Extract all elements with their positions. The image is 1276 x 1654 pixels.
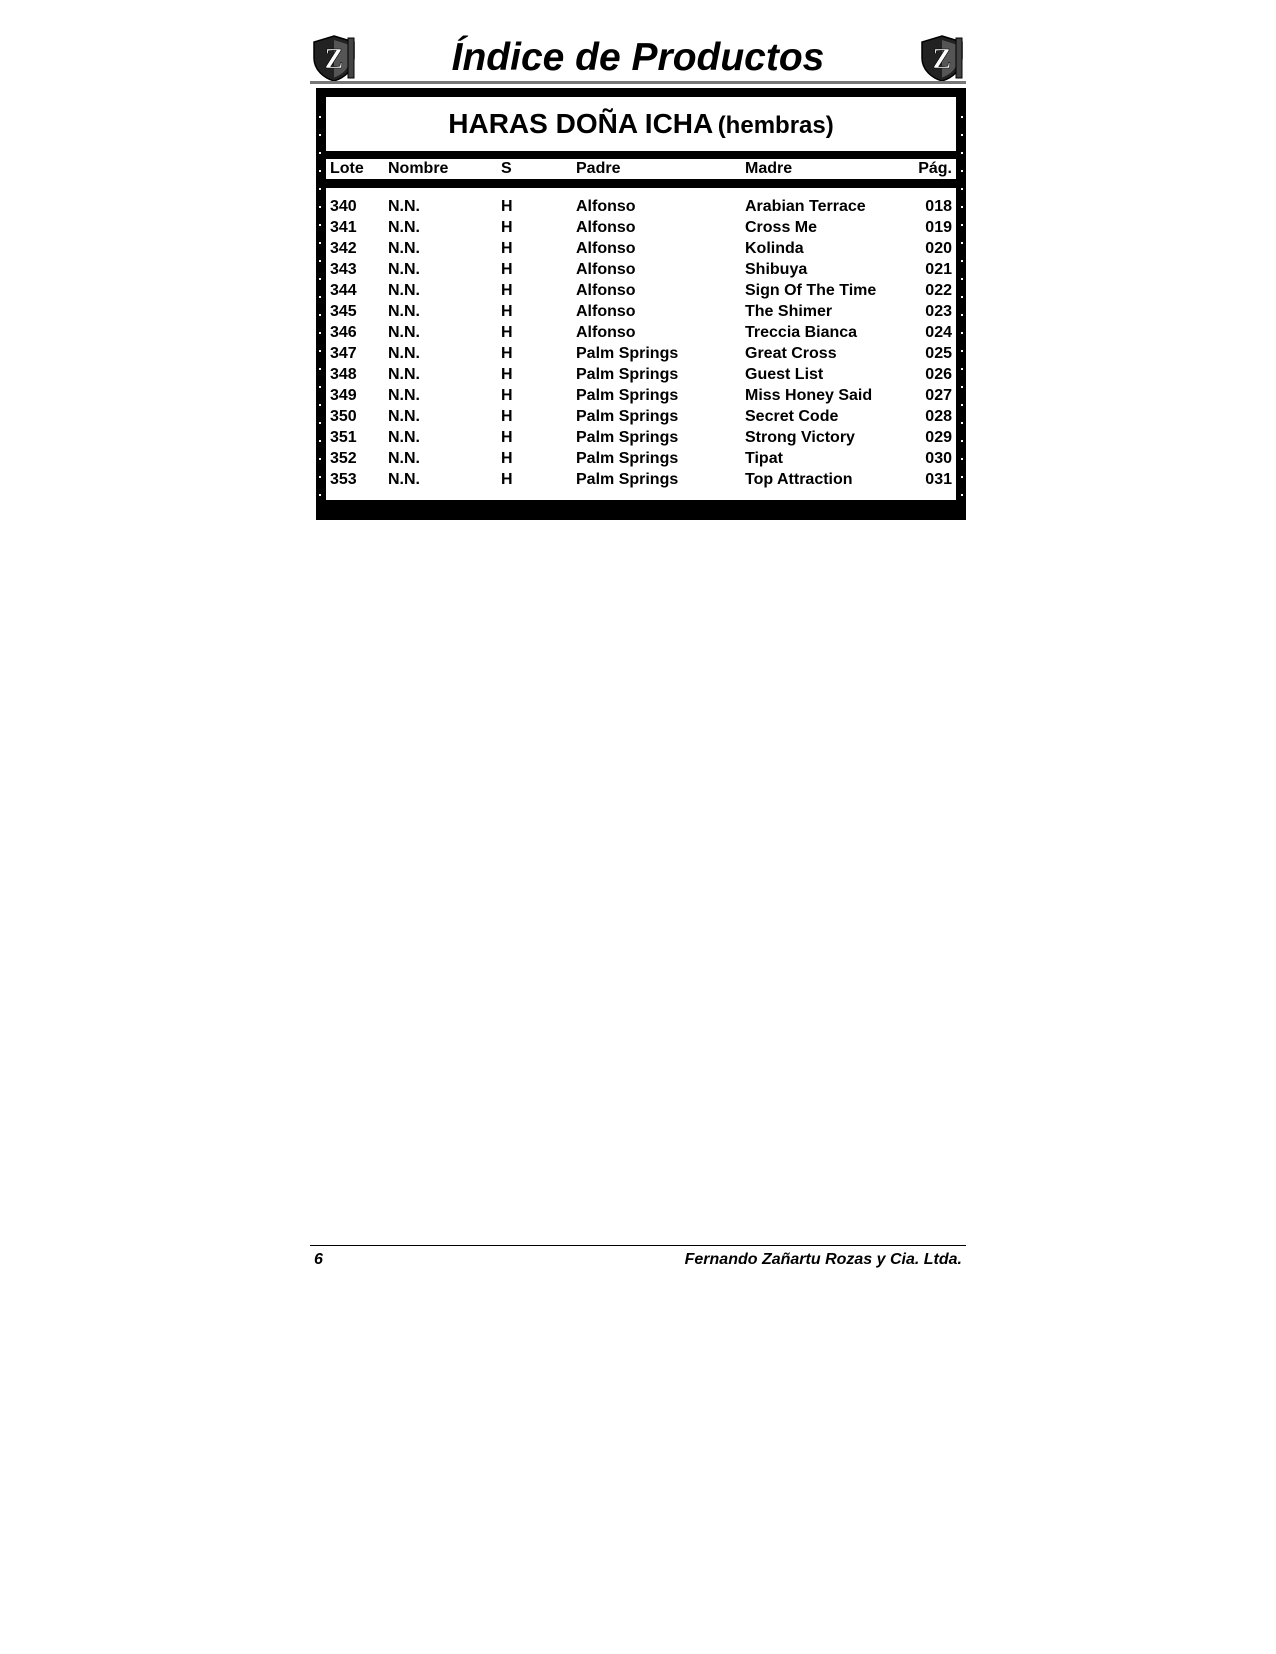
cell-padre: Palm Springs xyxy=(576,387,679,404)
cell-madre: Great Cross xyxy=(745,345,837,362)
table-row xyxy=(326,322,956,343)
page-title: Índice de Productos xyxy=(451,36,825,79)
cell-madre: Miss Honey Said xyxy=(745,387,873,404)
cell-nombre: N.N. xyxy=(388,387,420,404)
cell-nombre: N.N. xyxy=(388,450,420,467)
cell-padre: Alfonso xyxy=(576,261,636,278)
page-footer xyxy=(310,1245,966,1270)
cell-pagina: 019 xyxy=(925,219,952,236)
cell-pagina: 021 xyxy=(925,261,952,278)
page-number: 6 xyxy=(314,1251,323,1268)
cell-lote: 344 xyxy=(330,282,357,299)
cell-padre: Alfonso xyxy=(576,240,636,257)
cell-madre: Shibuya xyxy=(745,261,808,278)
cell-sexo: H xyxy=(501,219,513,236)
cell-padre: Palm Springs xyxy=(576,429,679,446)
cell-lote: 348 xyxy=(330,366,357,383)
cell-nombre: N.N. xyxy=(388,240,420,257)
cell-sexo: H xyxy=(501,198,513,215)
cell-lote: 343 xyxy=(330,261,357,278)
column-header-padre: Padre xyxy=(576,160,621,177)
cell-sexo: H xyxy=(501,408,513,425)
page-header xyxy=(310,30,966,84)
header-divider xyxy=(310,81,966,84)
cell-nombre: N.N. xyxy=(388,303,420,320)
table-body xyxy=(326,188,956,500)
cell-padre: Alfonso xyxy=(576,282,636,299)
cell-nombre: N.N. xyxy=(388,198,420,215)
cell-lote: 349 xyxy=(330,387,357,404)
footer-row xyxy=(310,1246,966,1270)
table-row xyxy=(326,280,956,301)
column-header-lote: Lote xyxy=(330,160,364,177)
cell-lote: 352 xyxy=(330,450,357,467)
table-header xyxy=(326,159,956,179)
table-row xyxy=(326,448,956,469)
cell-pagina: 031 xyxy=(925,471,952,488)
column-header-pagina: Pág. xyxy=(918,160,952,177)
cell-pagina: 027 xyxy=(925,387,952,404)
index-frame xyxy=(316,88,966,520)
cell-lote: 341 xyxy=(330,219,357,236)
cell-sexo: H xyxy=(501,282,513,299)
column-header-madre: Madre xyxy=(745,160,793,177)
cell-sexo: H xyxy=(501,429,513,446)
cell-madre: Strong Victory xyxy=(745,429,855,446)
cell-madre: Arabian Terrace xyxy=(745,198,866,215)
cell-lote: 346 xyxy=(330,324,357,341)
table-row xyxy=(326,427,956,448)
cell-nombre: N.N. xyxy=(388,429,420,446)
cell-madre: Top Attraction xyxy=(745,471,853,488)
catalog-page xyxy=(310,30,966,488)
cell-sexo: H xyxy=(501,450,513,467)
table-row xyxy=(326,364,956,385)
cell-padre: Alfonso xyxy=(576,198,636,215)
cell-madre: Guest List xyxy=(745,366,824,383)
table-row xyxy=(326,385,956,406)
cell-sexo: H xyxy=(501,261,513,278)
table-row xyxy=(326,301,956,322)
cell-pagina: 030 xyxy=(925,450,952,467)
cell-padre: Palm Springs xyxy=(576,408,679,425)
shield-logo-icon xyxy=(918,34,966,82)
table-row xyxy=(326,259,956,280)
cell-lote: 340 xyxy=(330,198,357,215)
cell-nombre: N.N. xyxy=(388,345,420,362)
column-header-nombre: Nombre xyxy=(388,160,449,177)
frame-border-pattern xyxy=(319,100,321,508)
cell-madre: Sign Of The Time xyxy=(745,282,877,299)
section-title: HARAS DOÑA ICHA xyxy=(448,108,714,139)
cell-lote: 351 xyxy=(330,429,357,446)
cell-pagina: 018 xyxy=(925,198,952,215)
cell-madre: The Shimer xyxy=(745,303,833,320)
table-row xyxy=(326,469,956,490)
cell-madre: Tipat xyxy=(745,450,783,467)
company-name: Fernando Zañartu Rozas y Cia. Ltda. xyxy=(684,1251,962,1268)
cell-sexo: H xyxy=(501,303,513,320)
cell-nombre: N.N. xyxy=(388,282,420,299)
cell-pagina: 020 xyxy=(925,240,952,257)
table-row xyxy=(326,406,956,427)
cell-madre: Treccia Bianca xyxy=(745,324,858,341)
cell-padre: Palm Springs xyxy=(576,345,679,362)
cell-madre: Cross Me xyxy=(745,219,818,236)
cell-padre: Alfonso xyxy=(576,303,636,320)
cell-nombre: N.N. xyxy=(388,471,420,488)
table-rows xyxy=(326,196,956,490)
cell-sexo: H xyxy=(501,345,513,362)
cell-lote: 353 xyxy=(330,471,357,488)
cell-nombre: N.N. xyxy=(388,324,420,341)
column-header-sexo: S xyxy=(501,160,512,177)
cell-nombre: N.N. xyxy=(388,408,420,425)
cell-lote: 350 xyxy=(330,408,357,425)
cell-sexo: H xyxy=(501,324,513,341)
cell-lote: 345 xyxy=(330,303,357,320)
cell-pagina: 022 xyxy=(925,282,952,299)
cell-padre: Palm Springs xyxy=(576,471,679,488)
cell-pagina: 028 xyxy=(925,408,952,425)
cell-madre: Kolinda xyxy=(745,240,804,257)
cell-sexo: H xyxy=(501,387,513,404)
cell-padre: Palm Springs xyxy=(576,366,679,383)
section-title-box xyxy=(326,97,956,151)
cell-lote: 342 xyxy=(330,240,357,257)
cell-pagina: 023 xyxy=(925,303,952,320)
cell-nombre: N.N. xyxy=(388,219,420,236)
cell-madre: Secret Code xyxy=(745,408,839,425)
cell-padre: Alfonso xyxy=(576,219,636,236)
cell-pagina: 029 xyxy=(925,429,952,446)
cell-padre: Palm Springs xyxy=(576,450,679,467)
table-row xyxy=(326,196,956,217)
cell-pagina: 026 xyxy=(925,366,952,383)
cell-sexo: H xyxy=(501,366,513,383)
cell-padre: Alfonso xyxy=(576,324,636,341)
table-row xyxy=(326,217,956,238)
table-row xyxy=(326,343,956,364)
cell-sexo: H xyxy=(501,240,513,257)
cell-lote: 347 xyxy=(330,345,357,362)
section-subtitle: (hembras) xyxy=(717,112,834,139)
cell-pagina: 024 xyxy=(925,324,952,341)
cell-pagina: 025 xyxy=(925,345,952,362)
cell-sexo: H xyxy=(501,471,513,488)
frame-border-pattern xyxy=(961,100,963,508)
table-row xyxy=(326,238,956,259)
cell-nombre: N.N. xyxy=(388,261,420,278)
cell-nombre: N.N. xyxy=(388,366,420,383)
logo-letter: Z xyxy=(324,44,344,75)
logo-letter: Z xyxy=(932,44,952,75)
